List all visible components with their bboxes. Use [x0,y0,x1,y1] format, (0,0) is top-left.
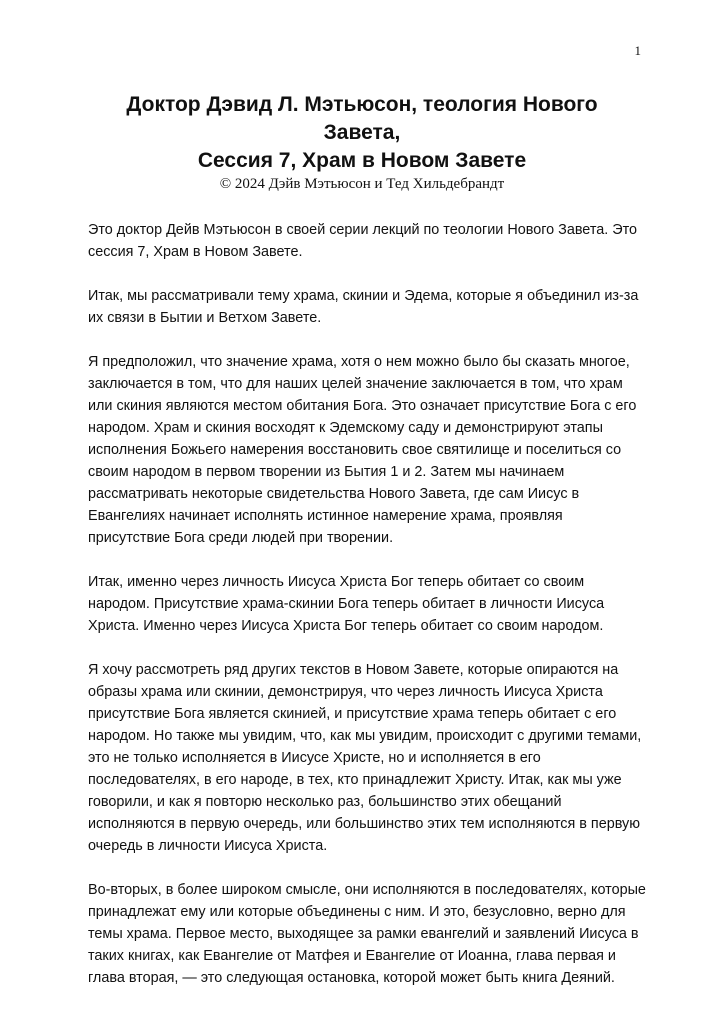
paragraph-2: Итак, мы рассматривали тему храма, скинии и Эдема, которые я объединил из-за их связи в Бытии и Ветхом Завете. [88,288,639,326]
paragraph-4: Итак, именно через личность Иисуса Христа Бог теперь обитает со своим народом. Присутствие храма-скинии Бога теперь обитает в личности Иисуса Христа. Именно через Иисуса Христа Бог теперь обитает со своим народом. [88,574,605,634]
document-body [88,219,648,1011]
title-line-1: Доктор Дэвид Л. Мэтьюсон, теология Нового [126,93,598,116]
paragraph-1: Это доктор Дейв Мэтьюсон в своей серии лекций по теологии Нового Завета. Это сессия 7, Храм в Новом Завете. [88,222,638,260]
paragraph-6: Во-вторых, в более широком смысле, они исполняются в последователях, которые принадлежат ему или которые объединены с ним. И это, безусловно, верно для темы храма. Первое место, выходящее за рамки евангелий и заявлений Иисуса в таких книгах, как Евангелие от Матфея и Евангелие от Иоанна, глава первая и глава вторая, — это следующая остановка, которой может быть книга Деяний. [88,882,646,986]
title-line-2: Завета, [323,121,401,144]
title-line-3: Сессия 7, Храм в Новом Завете [197,149,527,172]
title-block [80,91,644,193]
paragraph-3: Я предположил, что значение храма, хотя о нем можно было бы сказать многое, заключается в том, что для наших целей значение заключается в том, что храм или скиния являются местом обитания Бога. Это означает присутствие Бога с его народом. Храм и скиния восходят к Эдемскому саду и демонстрируют этапы исполнения Божьего намерения восстановить свое святилище и поселиться со своим народом в первом творении из Бытия 1 и 2. Затем мы начинаем рассматривать некоторые свидетельства Нового Завета, где сам Иисус в Евангелиях начинает исполнять истинное намерение храма, проявляя присутствие Бога среди людей при творении. [88,354,637,546]
paragraph-5: Я хочу рассмотреть ряд других текстов в Новом Завете, которые опираются на образы храма или скинии, демонстрируя, что через личность Иисуса Христа присутствие Бога является скинией, и присутствие храма теперь обитает с его народом. Но также мы увидим, что, как мы увидим, происходит с другими темами, это не только исполняется в Иисусе Христе, но и исполняется в его последователях, в его народе, в тех, кто принадлежит Христу. Итак, как мы уже говорили, и как я повторю несколько раз, большинство этих обещаний исполняются в первую очередь, или большинство этих тем исполняются в первую очередь в личности Иисуса Христа. [88,662,642,854]
copyright-line: © 2024 Дэйв Мэтьюсон и Тед Хильдебрандт [219,176,505,192]
page-number: 1 [634,43,641,58]
document-title [80,91,644,175]
